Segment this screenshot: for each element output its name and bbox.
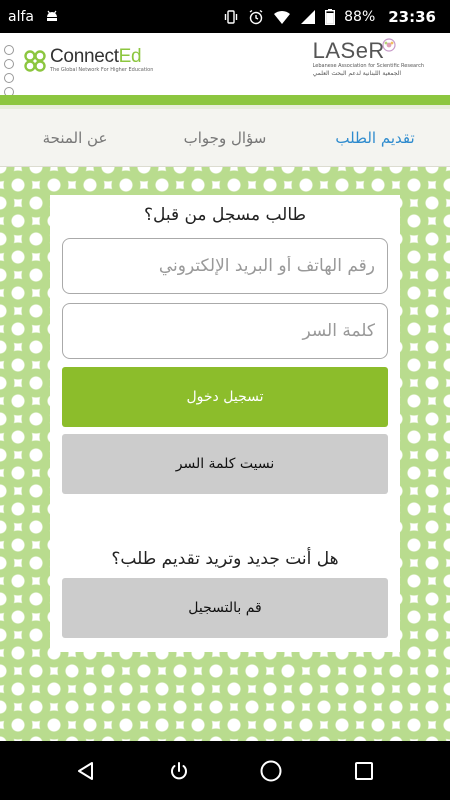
register-button[interactable]: قم بالتسجيل bbox=[62, 578, 388, 638]
power-button[interactable] bbox=[155, 747, 203, 795]
recents-square-icon bbox=[353, 760, 375, 782]
tab-bar bbox=[0, 109, 450, 167]
status-bar bbox=[0, 0, 450, 33]
laser-logo bbox=[313, 39, 424, 78]
home-button[interactable] bbox=[247, 747, 295, 795]
power-icon bbox=[168, 760, 190, 782]
new-applicant-heading: هل أنت جديد وتريد تقديم طلب؟ bbox=[111, 549, 339, 569]
phone-email-field[interactable] bbox=[62, 238, 388, 294]
login-card bbox=[50, 195, 400, 652]
back-triangle-icon bbox=[75, 760, 97, 782]
wifi-icon bbox=[273, 9, 291, 25]
home-circle-icon bbox=[259, 759, 283, 783]
header-green-stripe bbox=[0, 95, 450, 105]
connected-logo-tagline: The Global Network For Higher Education bbox=[50, 67, 154, 73]
phone-email-input[interactable] bbox=[75, 239, 375, 293]
tab-faq[interactable]: سؤال وجواب bbox=[183, 128, 267, 147]
notebook-rings-decoration bbox=[4, 45, 14, 101]
carrier-name: alfa bbox=[8, 8, 34, 25]
vibrate-icon bbox=[223, 9, 239, 25]
laser-logo-flower-icon bbox=[381, 37, 397, 53]
connected-logo-name: ConnectEd bbox=[50, 46, 142, 67]
back-button[interactable] bbox=[62, 747, 110, 795]
system-nav-bar bbox=[0, 741, 450, 800]
connected-logo bbox=[24, 47, 153, 74]
laser-logo-name: LASeR bbox=[312, 38, 385, 63]
alarm-icon bbox=[248, 9, 264, 25]
signal-icon bbox=[300, 9, 316, 25]
battery-percent: 88% bbox=[344, 8, 376, 25]
tab-about-scholarship[interactable]: عن المنحة bbox=[42, 128, 108, 147]
laser-logo-subtitle: Lebanese Association for Scientific Research bbox=[312, 63, 424, 69]
forgot-password-button[interactable]: نسيت كلمة السر bbox=[62, 434, 388, 494]
password-field[interactable] bbox=[62, 303, 388, 359]
android-debug-icon bbox=[44, 7, 60, 27]
laser-logo-subtitle-ar: الجمعية اللبنانية لدعم البحث العلمي bbox=[312, 70, 402, 77]
tab-apply[interactable]: تقديم الطلب bbox=[335, 128, 415, 147]
battery-icon bbox=[325, 9, 335, 25]
password-input[interactable] bbox=[75, 304, 375, 358]
connected-logo-icon bbox=[24, 50, 46, 72]
login-button[interactable]: تسجيل دخول bbox=[62, 367, 388, 427]
registered-student-heading: طالب مسجل من قبل؟ bbox=[143, 205, 307, 225]
recents-button[interactable] bbox=[340, 747, 388, 795]
clock: 23:36 bbox=[388, 7, 436, 26]
app-header bbox=[0, 33, 450, 95]
